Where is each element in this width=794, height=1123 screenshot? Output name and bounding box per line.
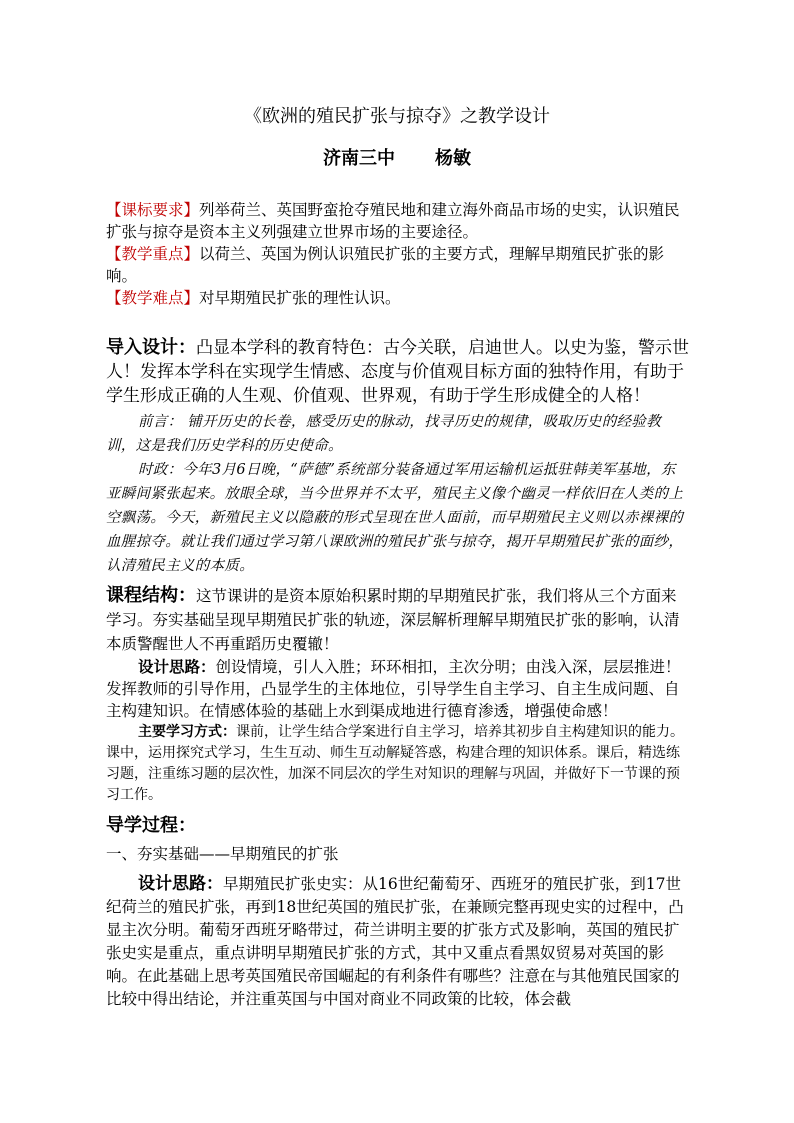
standards-section [106, 199, 690, 309]
document-title: 《欧洲的殖民扩张与掠夺》之教学设计 [244, 106, 550, 127]
learning-method-text: 课前，让学生结合学案进行自主学习，培养其初步自主构建知识的能力。课中，运用探究式学习，生生互动、师生互动解疑答惑，构建合理的知识体系。课后，精选练习题，注重练习题的层次性，加深不同层次的学生对知识的理解与巩固，并做好下一节课的预习工作。 [106, 724, 684, 803]
structure-heading: 课程结构： [106, 585, 196, 606]
process-section [106, 815, 690, 1011]
school-name: 济南三中 [323, 148, 395, 169]
intro-section [106, 336, 690, 578]
intro-text: 凸显本学科的教育特色：古今关联，启迪世人。以史为鉴，警示世人！发挥本学科在实现学生情感、态度与价值观目标方面的独特作用，有助于学生形成正确的人生观、价值观、世界观，有助于学生形成健全的人格！ [106, 338, 689, 406]
teaching-focus-text: 以荷兰、英国为例认识殖民扩张的主要方式，理解早期殖民扩张的影响。 [106, 245, 665, 285]
structure-text: 这节课讲的是资本原始积累时期的早期殖民扩张，我们将从三个方面来学习。夯实基础呈现早期殖民扩张的轨迹，深层解析理解早期殖民扩张的影响，认清本质警醒世人不再重蹈历史覆辙！ [106, 587, 680, 653]
structure-idea [106, 656, 690, 722]
process-subheading: 一、夯实基础——早期殖民的扩张 [106, 845, 339, 863]
learning-method [106, 722, 690, 806]
teaching-difficulty [106, 287, 690, 309]
structure-idea-label: 设计思路： [138, 658, 216, 676]
learning-method-label: 主要学习方式： [138, 724, 236, 740]
teaching-difficulty-label: 【教学难点】 [106, 289, 200, 307]
process-idea-label: 设计思路： [138, 874, 223, 894]
process-heading: 导学过程： [106, 815, 196, 836]
teaching-focus-label: 【教学重点】 [106, 245, 200, 263]
process-idea-text: 早期殖民扩张史实：从16世纪葡萄牙、西班牙的殖民扩张，到17世纪荷兰的殖民扩张，再到18世纪英国的殖民扩张，在兼顾完整再现史实的过程中，凸显主次分明。葡萄牙西班牙略带过，荷兰讲明主要的扩张方式及影响，英国的殖民扩张史实是重点，重点讲明早期殖民扩张的方式，其中又重点看黑奴贸易对英国的影响。在此基础上思考英国殖民帝国崛起的有利条件有哪些？注意在与其他殖民国家的比较中得出结论，并注重英国与中国对商业不同政策的比较，体会截 [106, 875, 684, 1008]
structure-idea-text: 创设情境，引人入胜；环环相扣，主次分明；由浅入深，层层推进！发挥教师的引导作用，凸显学生的主体地位，引导学生自主学习、自主生成问题、自主构建知识。在情感体验的基础上水到渠成地进行德育渗透，增强使命感！ [106, 658, 681, 720]
curriculum-requirement-label: 【课标要求】 [106, 201, 200, 219]
author-line [0, 146, 794, 172]
intro-current-affairs: 时政：今年3月6日晚，“萨德”系统部分装备通过军用运输机运抵驻韩美军基地，东亚瞬间紧张起来。放眼全球，当今世界并不太平，殖民主义像个幽灵一样依旧在人类的上空飘荡。今天，新殖民主义以隐蔽的形式呈现在世人面前，而早期殖民主义则以赤裸裸的血腥掠夺。就让我们通过学习第八课欧洲的殖民扩张与掠夺，揭开早期殖民扩张的面纱，认清殖民主义的本质。 [106, 462, 684, 574]
teaching-difficulty-text: 对早期殖民扩张的理性认识。 [199, 289, 401, 307]
curriculum-requirement [106, 199, 690, 243]
author-name: 杨敏 [435, 148, 471, 169]
intro-paragraph [106, 336, 690, 408]
curriculum-requirement-text: 列举荷兰、英国野蛮抢夺殖民地和建立海外商品市场的史实，认识殖民扩张与掠夺是资本主义列强建立世界市场的主要途径。 [106, 201, 680, 241]
process-idea [106, 873, 690, 1011]
intro-heading: 导入设计： [106, 337, 196, 358]
intro-preface: 前言： 铺开历史的长卷，感受历史的脉动，找寻历史的规律，吸取历史的经验教训，这是我们历史学科的历史使命。 [106, 414, 661, 454]
structure-section [106, 584, 690, 806]
teaching-focus [106, 243, 690, 287]
structure-paragraph [106, 584, 690, 656]
